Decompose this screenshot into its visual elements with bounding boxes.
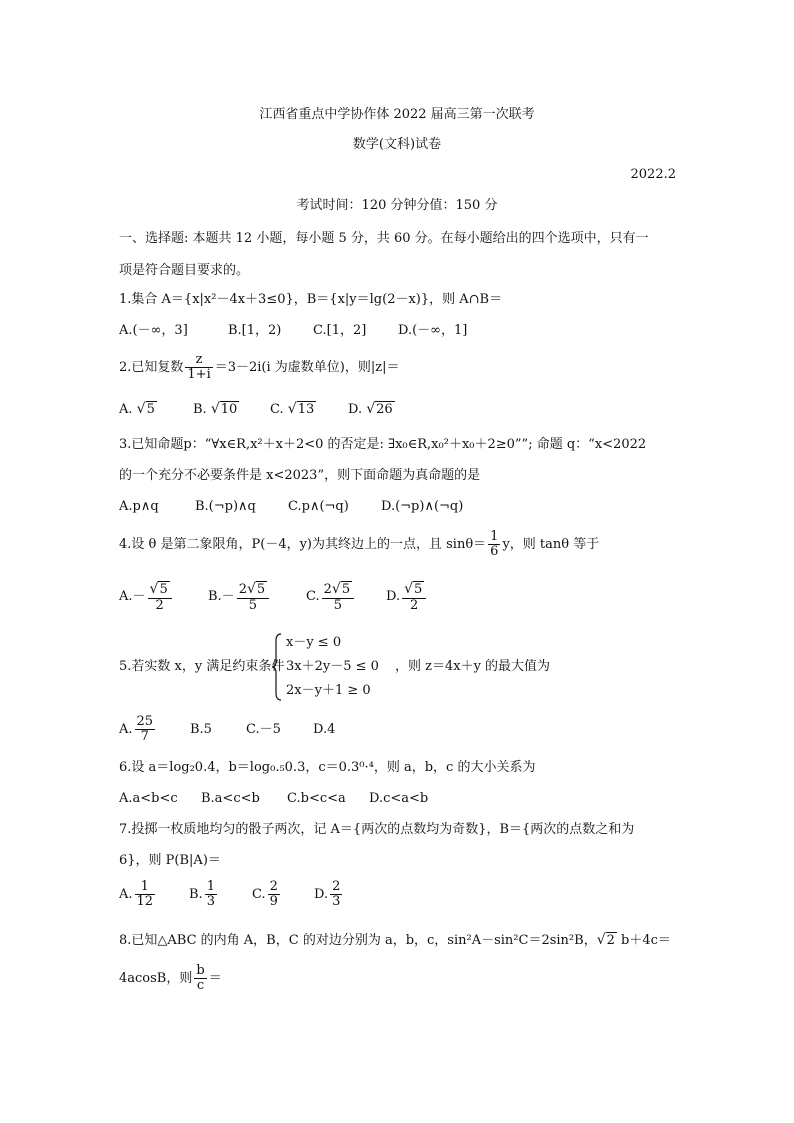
- q7-option-a-num: 1: [135, 880, 156, 895]
- question-3-line2: 的一个充分不必要条件是 x<2023”，则下面命题为真命题的是: [119, 468, 481, 483]
- q7-option-d: [314, 876, 344, 914]
- q4-option-a-label: A.－: [119, 589, 146, 604]
- q4-option-a-frac: $\frac{√5}{2}$: [148, 581, 172, 613]
- q2-option-b-radicand: 10: [220, 402, 238, 417]
- exam-subtitle: 数学(文科)试卷: [352, 137, 442, 152]
- question-7-line1: 7.投掷一枚质地均匀的骰子两次，记 A＝{两次的点数均为奇数}，B＝{两次的点数之和为: [119, 822, 635, 837]
- question-2-stem: [119, 353, 399, 383]
- q7-option-b-frac: [205, 880, 217, 909]
- q5-option-a: [119, 712, 157, 748]
- q2-option-d-radicand: 26: [376, 402, 393, 417]
- q4-option-b-label: B.－: [208, 589, 235, 604]
- q8-frac-num: b: [196, 963, 205, 978]
- q3-option-b: B.(¬p)∧q: [195, 499, 256, 514]
- q2-prefix: 2.已知复数: [119, 360, 184, 375]
- question-5-prefix: 5.若实数 x，y 满足约束条件: [119, 659, 285, 674]
- constraint-1: x－y ≤ 0: [286, 635, 342, 650]
- q8-line1-a: 8.已知△ABC 的内角 A，B，C 的对边分别为 a，b，c，sin²A－sin²C＝2sin²B，: [119, 933, 597, 948]
- constraint-3: 2x－y＋1 ≥ 0: [286, 683, 371, 698]
- q2-option-a-radicand: 5: [146, 402, 155, 417]
- q4-option-b-den: 5: [248, 597, 258, 613]
- q4-option-c: [306, 580, 356, 614]
- section-heading-line2: 项是符合题目要求的。: [119, 263, 250, 278]
- q4-frac-den: 6: [490, 544, 499, 559]
- q5-option-c: C.－5: [246, 722, 281, 737]
- q2-option-a-label: A.: [119, 402, 133, 417]
- q4-option-d-radicand: 5: [414, 581, 423, 597]
- q7-option-b: [189, 876, 219, 914]
- q1-option-a: A.(－∞，3]: [119, 323, 188, 338]
- question-3-line1: 3.已知命题p：“∀x∈R,x²＋x＋2<0 的否定是: ∃x₀∈R,x₀²＋x₀＋2≥0””; 命题 q：“x<2022: [119, 437, 647, 452]
- q2-option-c-radicand: 13: [297, 402, 315, 417]
- q7-option-d-frac: [330, 880, 342, 909]
- q2-option-c-label: C.: [270, 402, 284, 417]
- constraint-brace: [272, 633, 282, 701]
- question-5-suffix: ，则 z＝4x＋y 的最大值为: [395, 659, 551, 674]
- q8-frac-den: c: [196, 978, 205, 993]
- q4-option-c-frac: $\frac{2√5}{5}$: [322, 581, 354, 613]
- q8-line2-prefix: 4acosB，则: [119, 971, 193, 986]
- q5-option-a-num: 25: [136, 714, 154, 729]
- exam-date: 2022.2: [630, 167, 676, 182]
- question-4-stem: [119, 530, 599, 560]
- q4-option-a-radicand: 5: [159, 581, 168, 597]
- q7-option-a-label: A.: [119, 887, 133, 902]
- q2-option-d: D. √26: [348, 401, 393, 417]
- q2-frac-den: 1+i: [187, 367, 211, 382]
- q4-option-b: [208, 580, 271, 614]
- q4-option-c-den: 5: [333, 597, 342, 613]
- q4-option-b-frac: $\frac{2√5}{5}$: [237, 581, 269, 613]
- q7-option-c: [252, 876, 282, 914]
- q4-prefix: 4.设 θ 是第二象限角，P(－4，y)为其终边上的一点，且 sinθ＝: [119, 537, 487, 552]
- section-heading-line1: 一、选择题: 本题共 12 小题，每小题 5 分，共 60 分。在每小题给出的四个选项中，只有一: [119, 231, 649, 246]
- q2-option-b: B. √10: [193, 401, 238, 417]
- q4-option-a-den: 2: [155, 597, 164, 613]
- q7-option-c-num: 2: [269, 879, 278, 894]
- q7-option-a-den: 12: [136, 894, 154, 909]
- question-1-stem: 1.集合 A＝{x|x²－4x＋3≤0}，B＝{x|y＝lg(2－x)}，则 A∩B＝: [119, 292, 503, 307]
- q2-fraction: [185, 353, 212, 382]
- q7-option-a-frac: [135, 880, 156, 909]
- q4-option-c-radicand: 5: [341, 581, 351, 597]
- q5-option-b: B.5: [190, 722, 212, 737]
- q2-option-d-label: D.: [348, 402, 363, 417]
- question-6-stem: 6.设 a＝log₂0.4，b＝log₀.₅0.3，c＝0.3⁰·⁴，则 a，b，c 的大小关系为: [119, 760, 536, 775]
- q8-line1-radicand: 2: [606, 933, 615, 948]
- q8-fraction: [194, 964, 206, 993]
- q7-option-b-num: 1: [206, 879, 215, 894]
- q7-option-d-label: D.: [314, 887, 329, 902]
- q7-option-d-num: 2: [332, 879, 341, 894]
- exam-info: 考试时间：120 分钟分值：150 分: [296, 198, 498, 213]
- q8-line1-b: b＋4c＝: [616, 933, 671, 948]
- q4-option-c-coef: 2: [323, 581, 332, 597]
- q4-option-c-label: C.: [306, 589, 320, 604]
- q2-frac-num: z: [185, 353, 212, 368]
- q7-option-c-label: C.: [252, 887, 266, 902]
- q1-option-c: C.[1，2]: [313, 323, 367, 338]
- q1-option-b: B.[1，2): [228, 323, 282, 338]
- q7-option-a: [119, 876, 157, 914]
- q5-option-a-label: A.: [119, 722, 133, 737]
- q7-option-c-frac: [268, 880, 280, 909]
- q4-suffix: y，则 tanθ 等于: [502, 537, 600, 552]
- q2-suffix: ＝3－2i(i 为虚数单位)，则|z|＝: [214, 360, 400, 375]
- q4-option-d: [386, 580, 428, 614]
- q4-option-d-frac: $\frac{√5}{2}$: [402, 581, 426, 613]
- q3-option-d: D.(¬p)∧(¬q): [381, 499, 464, 514]
- q6-option-b: B.a<c<b: [201, 791, 260, 806]
- q3-option-a: A.p∧q: [119, 499, 159, 514]
- q5-option-a-frac: [135, 715, 156, 744]
- q4-option-b-coef: 2: [238, 581, 247, 597]
- q6-option-a: A.a<b<c: [119, 791, 178, 806]
- q6-option-d: D.c<a<b: [369, 791, 429, 806]
- constraint-2: 3x＋2y－5 ≤ 0: [286, 659, 379, 674]
- question-8-line2: [119, 964, 222, 994]
- exam-title: 江西省重点中学协作体 2022 届高三第一次联考: [259, 107, 535, 122]
- q4-option-a: [119, 580, 174, 614]
- question-7-line2: 6}，则 P(B|A)＝: [119, 853, 221, 868]
- q5-option-a-den: 7: [140, 729, 149, 744]
- q4-frac-num: 1: [490, 529, 499, 544]
- question-8-line1: 8.已知△ABC 的内角 A，B，C 的对边分别为 a，b，c，sin²A－sin²C＝2sin²B，√2 b＋4c＝: [119, 932, 671, 948]
- q3-option-c: C.p∧(¬q): [288, 499, 349, 514]
- q2-option-a: A. √5: [119, 401, 155, 417]
- q7-option-b-label: B.: [189, 887, 203, 902]
- q4-fraction: [488, 530, 500, 559]
- q7-option-c-den: 9: [269, 894, 278, 909]
- q2-option-c: C. √13: [270, 401, 315, 417]
- q4-option-d-den: 2: [410, 597, 419, 613]
- q7-option-d-den: 3: [332, 894, 341, 909]
- q7-option-b-den: 3: [206, 894, 215, 909]
- q5-option-d: D.4: [313, 722, 336, 737]
- q6-option-c: C.b<c<a: [287, 791, 346, 806]
- q4-option-b-radicand: 5: [256, 581, 266, 597]
- q4-option-d-label: D.: [386, 589, 401, 604]
- q8-line2-suffix: ＝: [208, 971, 222, 986]
- q1-option-d: D.(－∞，1]: [398, 323, 468, 338]
- q2-option-b-label: B.: [193, 402, 207, 417]
